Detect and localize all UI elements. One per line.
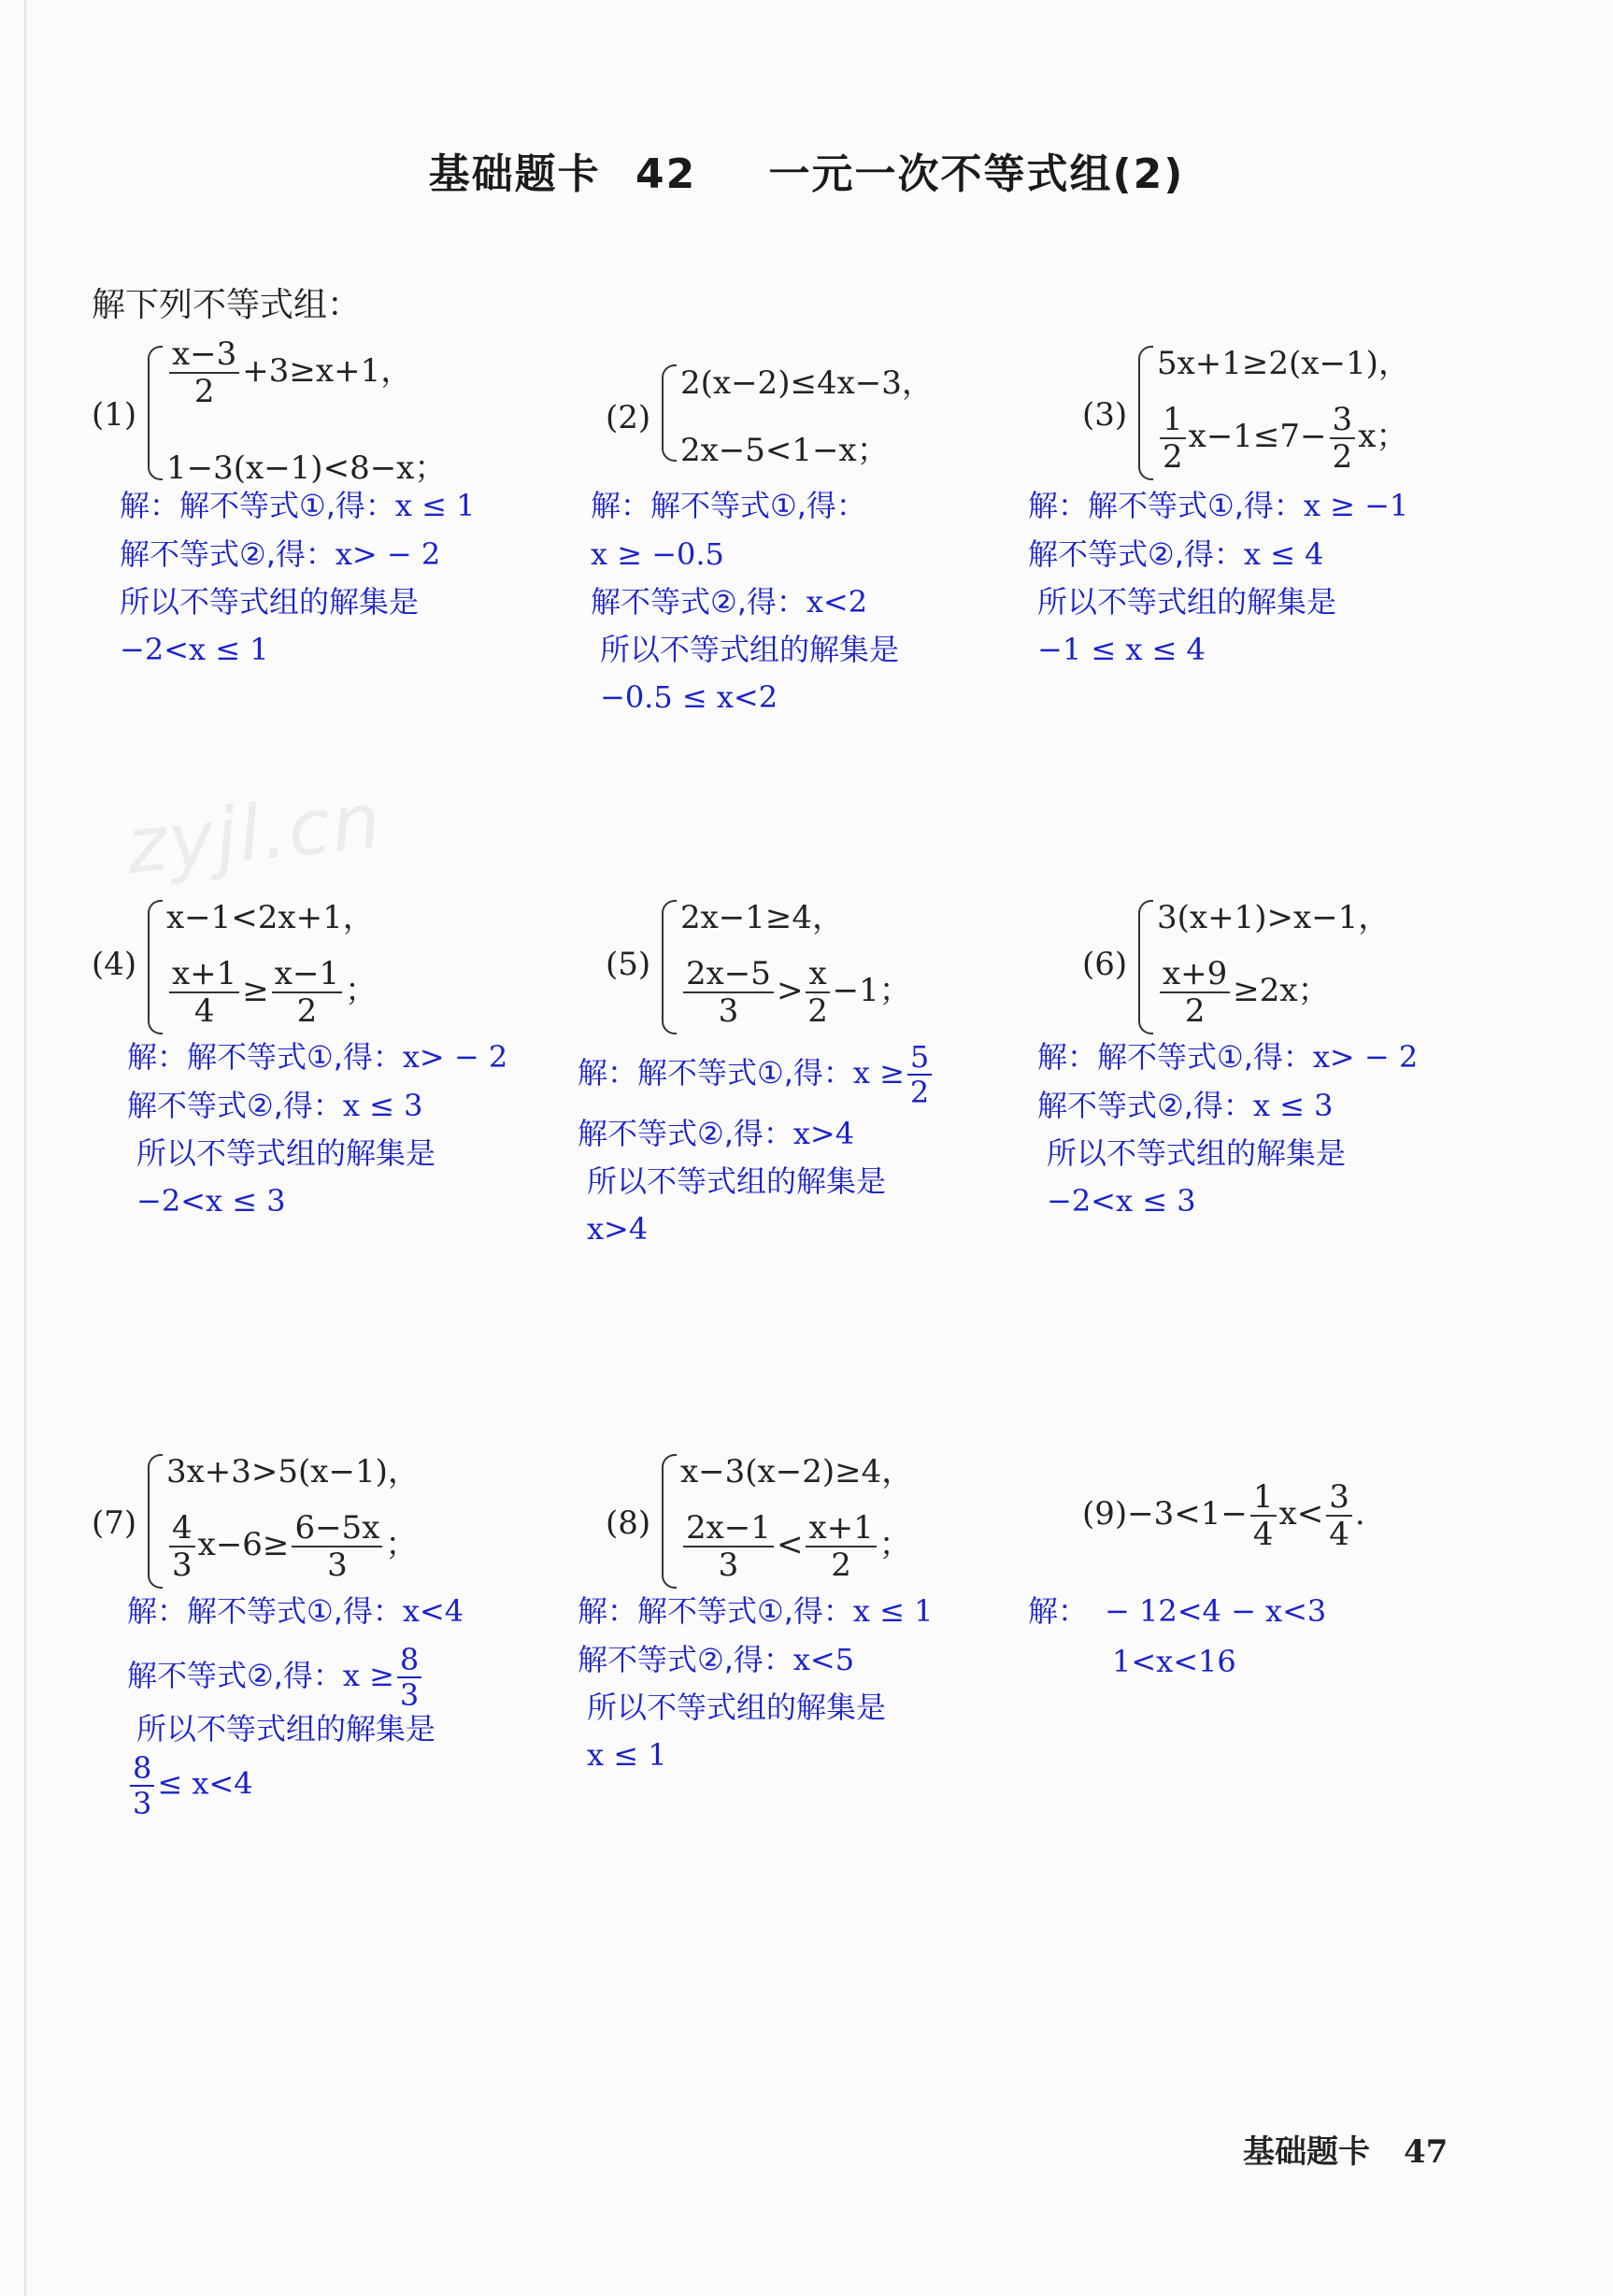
fraction-denominator: 4 [193, 992, 215, 1030]
answer-step: 解：解不等式①,得： [1037, 1039, 1313, 1075]
answer-6 [1037, 1039, 1467, 1229]
answer-math: x ≤ 4 [1243, 536, 1324, 572]
problem-9 [1082, 1478, 1493, 1565]
inequality-1: x−1<2x+1， [166, 899, 375, 936]
answer-conclusion: 所以不等式组的解集是 [136, 1135, 436, 1171]
inequality-2 [166, 1509, 418, 1584]
problem-label: (6) [1082, 946, 1128, 983]
answer-math: x<2 [806, 584, 868, 620]
brace [662, 900, 677, 1034]
inequality-part: ≥2x； [1233, 972, 1330, 1009]
fraction-denominator: 2 [807, 992, 828, 1030]
answer-conclusion: 所以不等式组的解集是 [136, 1711, 436, 1747]
answer-conclusion: 所以不等式组的解集是 [587, 1163, 887, 1199]
page-edge-line [24, 0, 26, 2296]
title-prefix: 基础题卡 [428, 150, 601, 198]
fraction-denominator: 3 [133, 1786, 152, 1821]
title-number: 42 [635, 150, 697, 198]
fraction-numerator: 3 [1330, 404, 1356, 439]
answer-math: x ≥ [342, 1658, 394, 1693]
answer-step: 解：解不等式①,得： [591, 488, 866, 523]
problem-label: (1) [92, 396, 137, 434]
problem-label: (7) [92, 1505, 137, 1542]
inequality-part: x−6≥ [197, 1526, 290, 1563]
page-number: 47 [1404, 2133, 1449, 2171]
fraction-denominator: 3 [172, 1547, 193, 1584]
inequality-part: x； [1358, 418, 1408, 455]
answer-solution-set: −2<x ≤ 3 [136, 1183, 286, 1219]
answer-9 [1028, 1593, 1458, 1690]
fraction-denominator: 2 [1184, 992, 1206, 1030]
problem-label: (5) [606, 946, 651, 983]
answer-conclusion: 所以不等式组的解集是 [587, 1690, 887, 1725]
answer-step: 解：解不等式①,得： [127, 1593, 403, 1629]
inequality-part: x< [1278, 1495, 1324, 1533]
inequality-part: ； [385, 1526, 418, 1563]
fraction-numerator: 1 [1250, 1481, 1277, 1517]
inequality-2 [166, 955, 378, 1030]
brace [662, 364, 677, 462]
fraction-denominator: 4 [1252, 1516, 1274, 1553]
answer-math: x ≤ 1 [852, 1593, 934, 1629]
brace [148, 346, 163, 480]
fraction-numerator: x−1 [272, 958, 342, 993]
fraction-denominator: 2 [831, 1547, 851, 1584]
answer-5 [578, 1033, 1007, 1257]
answer-solution-set: x>4 [587, 1211, 649, 1247]
answer-step: 解不等式②,得： [127, 1658, 343, 1693]
fraction-numerator: x−3 [169, 338, 239, 374]
inequality-2: 2x−5<1−x； [680, 432, 889, 469]
answer-math: x ≤ 1 [394, 488, 476, 523]
fraction-numerator: 8 [130, 1753, 154, 1787]
fraction-denominator: 2 [296, 992, 318, 1030]
fraction-denominator: 3 [718, 992, 739, 1030]
brace [148, 1454, 163, 1589]
fraction-numerator: 2x−1 [683, 1512, 774, 1547]
answer-step: 解不等式②,得： [578, 1116, 793, 1151]
answer-step: 解：解不等式①,得： [578, 1593, 853, 1629]
brace [1138, 346, 1153, 480]
answer-conclusion: 所以不等式组的解集是 [1037, 584, 1337, 620]
answer-1 [120, 488, 512, 677]
page-footer [1243, 2126, 1448, 2172]
inequality-2 [680, 1509, 911, 1584]
instruction: 解下列不等式组： [92, 286, 362, 324]
answer-step: 解不等式②,得： [1037, 1088, 1253, 1123]
inequality-1: 5x+1≥2(x−1)， [1157, 345, 1410, 382]
problem-2 [606, 360, 998, 472]
problem-7 [92, 1447, 540, 1596]
inequality-rest: +3≥x+1， [242, 352, 413, 390]
answer-step: 解不等式②,得： [591, 584, 806, 620]
fraction-numerator: 1 [1160, 404, 1186, 439]
inequality-part: > [776, 972, 804, 1009]
answer-4 [127, 1039, 557, 1229]
problem-5 [606, 892, 1017, 1042]
answer-math: x<4 [402, 1593, 464, 1629]
answer-math: x>4 [792, 1116, 855, 1151]
fraction-numerator: 8 [397, 1645, 421, 1678]
inequality-2 [1157, 401, 1408, 476]
answer-step: 解不等式②,得： [578, 1642, 793, 1677]
answer-solution-set [127, 1750, 253, 1821]
answer-solution-set: −2<x ≤ 1 [120, 632, 269, 667]
inequality-1: 3x+3>5(x−1)， [166, 1453, 420, 1490]
fraction-denominator: 3 [399, 1677, 420, 1713]
inequality-1: 2(x−2)≤4x−3， [680, 364, 934, 402]
answer-step: 解不等式②,得： [127, 1088, 343, 1123]
fraction-denominator: 3 [327, 1547, 348, 1584]
inequality-2 [680, 955, 911, 1030]
problem-3 [1082, 338, 1493, 488]
brace [148, 900, 163, 1034]
answer-solution-set: −1 ≤ x ≤ 4 [1037, 632, 1206, 667]
answer-step: 解： [1028, 1593, 1089, 1629]
problem-label: (9) [1082, 1495, 1128, 1533]
problem-label: (2) [606, 399, 651, 436]
footer-label: 基础题卡 [1243, 2133, 1370, 2171]
answer-conclusion: 所以不等式组的解集是 [120, 584, 420, 620]
answer-math: − 12<4 − x<3 [1105, 1593, 1327, 1629]
inequality-part: . [1354, 1495, 1365, 1533]
answer-step: 解：解不等式①,得： [120, 488, 395, 523]
answer-math: ≤ x<4 [157, 1765, 253, 1802]
problem-8 [606, 1447, 1017, 1596]
inequality-part: −3<1− [1127, 1495, 1248, 1533]
inequality-part: ； [878, 1526, 911, 1563]
inequality-part: x−1≤7− [1188, 418, 1327, 455]
answer-8 [578, 1593, 1007, 1783]
answer-step: 解不等式②,得： [120, 536, 335, 572]
answer-7 [127, 1593, 557, 1839]
answer-conclusion: 所以不等式组的解集是 [1047, 1135, 1347, 1171]
fraction-denominator: 2 [193, 373, 215, 410]
inequality-part: ； [345, 972, 378, 1009]
answer-solution-set: −0.5 ≤ x<2 [600, 679, 778, 715]
answer-math: x ≥ −1 [1303, 488, 1409, 523]
fraction-denominator: 2 [1163, 438, 1183, 476]
inequality-1: 2x−1≥4， [680, 899, 845, 936]
inequality [1082, 1478, 1365, 1553]
problem-label: (8) [606, 1505, 651, 1542]
brace [1138, 900, 1153, 1034]
answer-math: x ≥ −0.5 [591, 536, 724, 572]
answer-step: 解：解不等式①,得： [1028, 488, 1304, 523]
inequality-part: −1； [832, 972, 911, 1009]
answer-step: 解：解不等式①,得： [127, 1039, 403, 1075]
fraction-numerator: 3 [1326, 1481, 1352, 1517]
fraction-numerator: 5 [907, 1042, 932, 1076]
answer-solution-set: −2<x ≤ 3 [1047, 1183, 1196, 1219]
fraction-denominator: 3 [718, 1547, 739, 1584]
answer-conclusion: 所以不等式组的解集是 [600, 632, 900, 667]
answer-math: x ≥ [852, 1055, 905, 1091]
answer-step: 解：解不等式①,得： [578, 1055, 853, 1091]
problem-1 [92, 335, 540, 488]
watermark: zyjl.cn [121, 776, 387, 892]
fraction-numerator: x [806, 958, 829, 993]
answer-math: x ≤ 3 [342, 1088, 423, 1123]
inequality-1: x−3(x−2)≥4， [680, 1453, 914, 1490]
answer-step: 解不等式②,得： [1028, 536, 1244, 572]
problem-label: (4) [92, 946, 137, 983]
inequality-1: 3(x+1)>x−1， [1157, 899, 1391, 936]
problem-6 [1082, 892, 1493, 1042]
inequality-2 [1157, 955, 1330, 1030]
problem-4 [92, 892, 540, 1042]
fraction-numerator: x+1 [169, 958, 239, 993]
answer-solution-set: 1<x<16 [1112, 1644, 1236, 1679]
inequality-1 [166, 335, 413, 410]
brace [662, 1454, 677, 1589]
problem-label: (3) [1082, 396, 1128, 434]
fraction-denominator: 2 [1332, 438, 1353, 476]
answer-math: x> − 2 [1312, 1039, 1419, 1075]
fraction-numerator: 2x−5 [683, 958, 774, 993]
fraction-numerator: x+1 [806, 1512, 876, 1547]
inequality-part: ≥ [242, 972, 269, 1009]
inequality-part: < [776, 1526, 804, 1563]
fraction-numerator: 4 [169, 1512, 195, 1547]
answer-3 [1028, 488, 1458, 677]
fraction-denominator: 2 [909, 1075, 930, 1110]
answer-math: x ≤ 3 [1252, 1088, 1334, 1123]
fraction-numerator: x+9 [1160, 958, 1230, 993]
page-title [0, 140, 1613, 200]
fraction-denominator: 4 [1329, 1516, 1349, 1553]
inequality-2: 1−3(x−1)<8−x； [166, 449, 447, 487]
answer-math: x<5 [792, 1642, 855, 1677]
title-topic: 一元一次不等式组(2) [768, 150, 1185, 198]
answer-math: x> − 2 [402, 1039, 508, 1075]
fraction-numerator: 6−5x [292, 1512, 382, 1547]
answer-math: x> − 2 [335, 536, 441, 572]
answer-solution-set: x ≤ 1 [587, 1737, 667, 1773]
answer-2 [591, 488, 983, 715]
